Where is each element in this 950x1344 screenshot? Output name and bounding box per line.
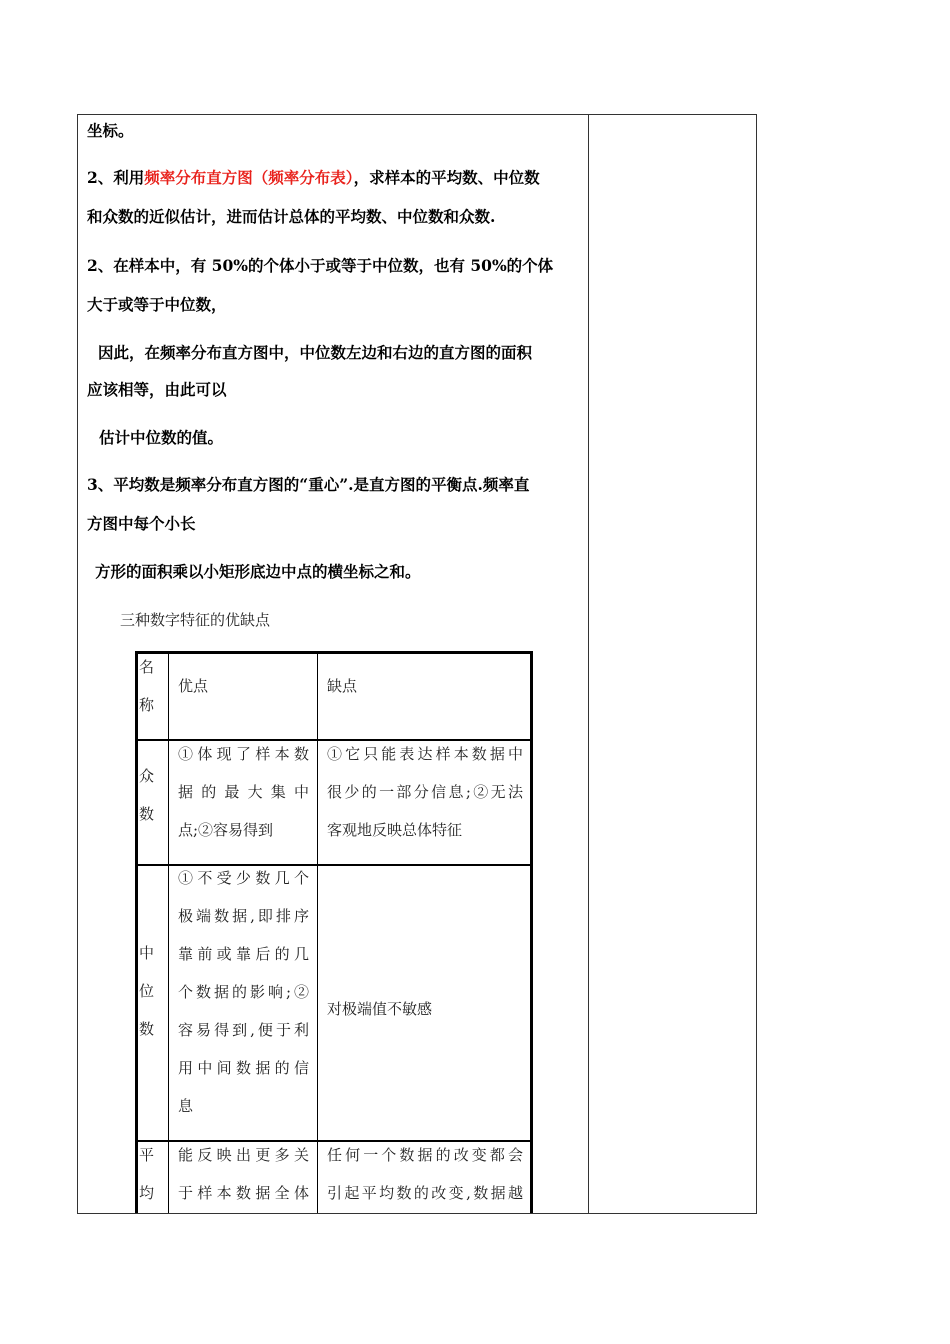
highlight-text: 频率分布直方图（频率分布表） [144,168,354,187]
mean-name-cell: 平 均 [139,1146,155,1202]
text-line: 2、在样本中，有 50%的个体小于或等于中位数，也有 50%的个体 [87,256,554,275]
mode-name-cell: 众 数 [139,767,155,823]
paragraph-2 [87,166,540,188]
mean-cons-cell: 任何一个数据的改变都会 引起平均数的改变,数据越 [327,1146,523,1202]
header-cons-cell: 缺点 [327,677,358,695]
text-line: 方形的面积乘以小矩形底边中点的横坐标之和。 [95,562,421,581]
text-line: 3、平均数是频率分布直方图的“重心”.是直方图的平衡点.频率直 [87,475,530,494]
text-line: 估计中位数的值。 [99,428,224,447]
paragraph-2-prefix: 2、利用 [87,168,145,187]
content-cell [78,115,588,1213]
paragraph-2-suffix: ，求样本的平均数、中位数 [353,168,540,187]
column-divider [588,115,589,1213]
median-name-cell: 中 位 数 [139,944,155,1038]
header-name-cell: 名 称 [139,658,155,714]
text-line: 和众数的近似估计，进而估计总体的平均数、中位数和众数. [87,207,496,226]
table-vline [168,651,169,1213]
table-caption: 三种数字特征的优缺点 [120,611,271,629]
text-line: 应该相等，由此可以 [87,380,227,399]
mean-pros-cell: 能反映出更多关 于样本数据全体 [178,1146,309,1202]
header-pros-cell: 优点 [178,677,209,695]
table-vline [317,651,318,1213]
text-line: 大于或等于中位数， [87,295,227,314]
text-line: 因此，在频率分布直方图中，中位数左边和右边的直方图的面积 [98,343,533,362]
comparison-table [135,651,533,1213]
lesson-table [77,114,757,1214]
median-cons-cell: 对极端值不敏感 [327,1000,433,1018]
median-pros-cell: ①不受少数几个 极端数据,即排序 靠前或靠后的几 个数据的影响;② 容易得到,便于利 用中间数据的信 息 [178,869,309,1115]
mode-cons-cell: ①它只能表达样本数据中 很少的一部分信息;②无法 客观地反映总体特征 [327,745,523,839]
text-line: 坐标。 [87,121,134,140]
text-line: 方图中每个小长 [87,514,196,533]
mode-pros-cell: ①体现了样本数 据的最大集中 点;②容易得到 [178,745,309,839]
